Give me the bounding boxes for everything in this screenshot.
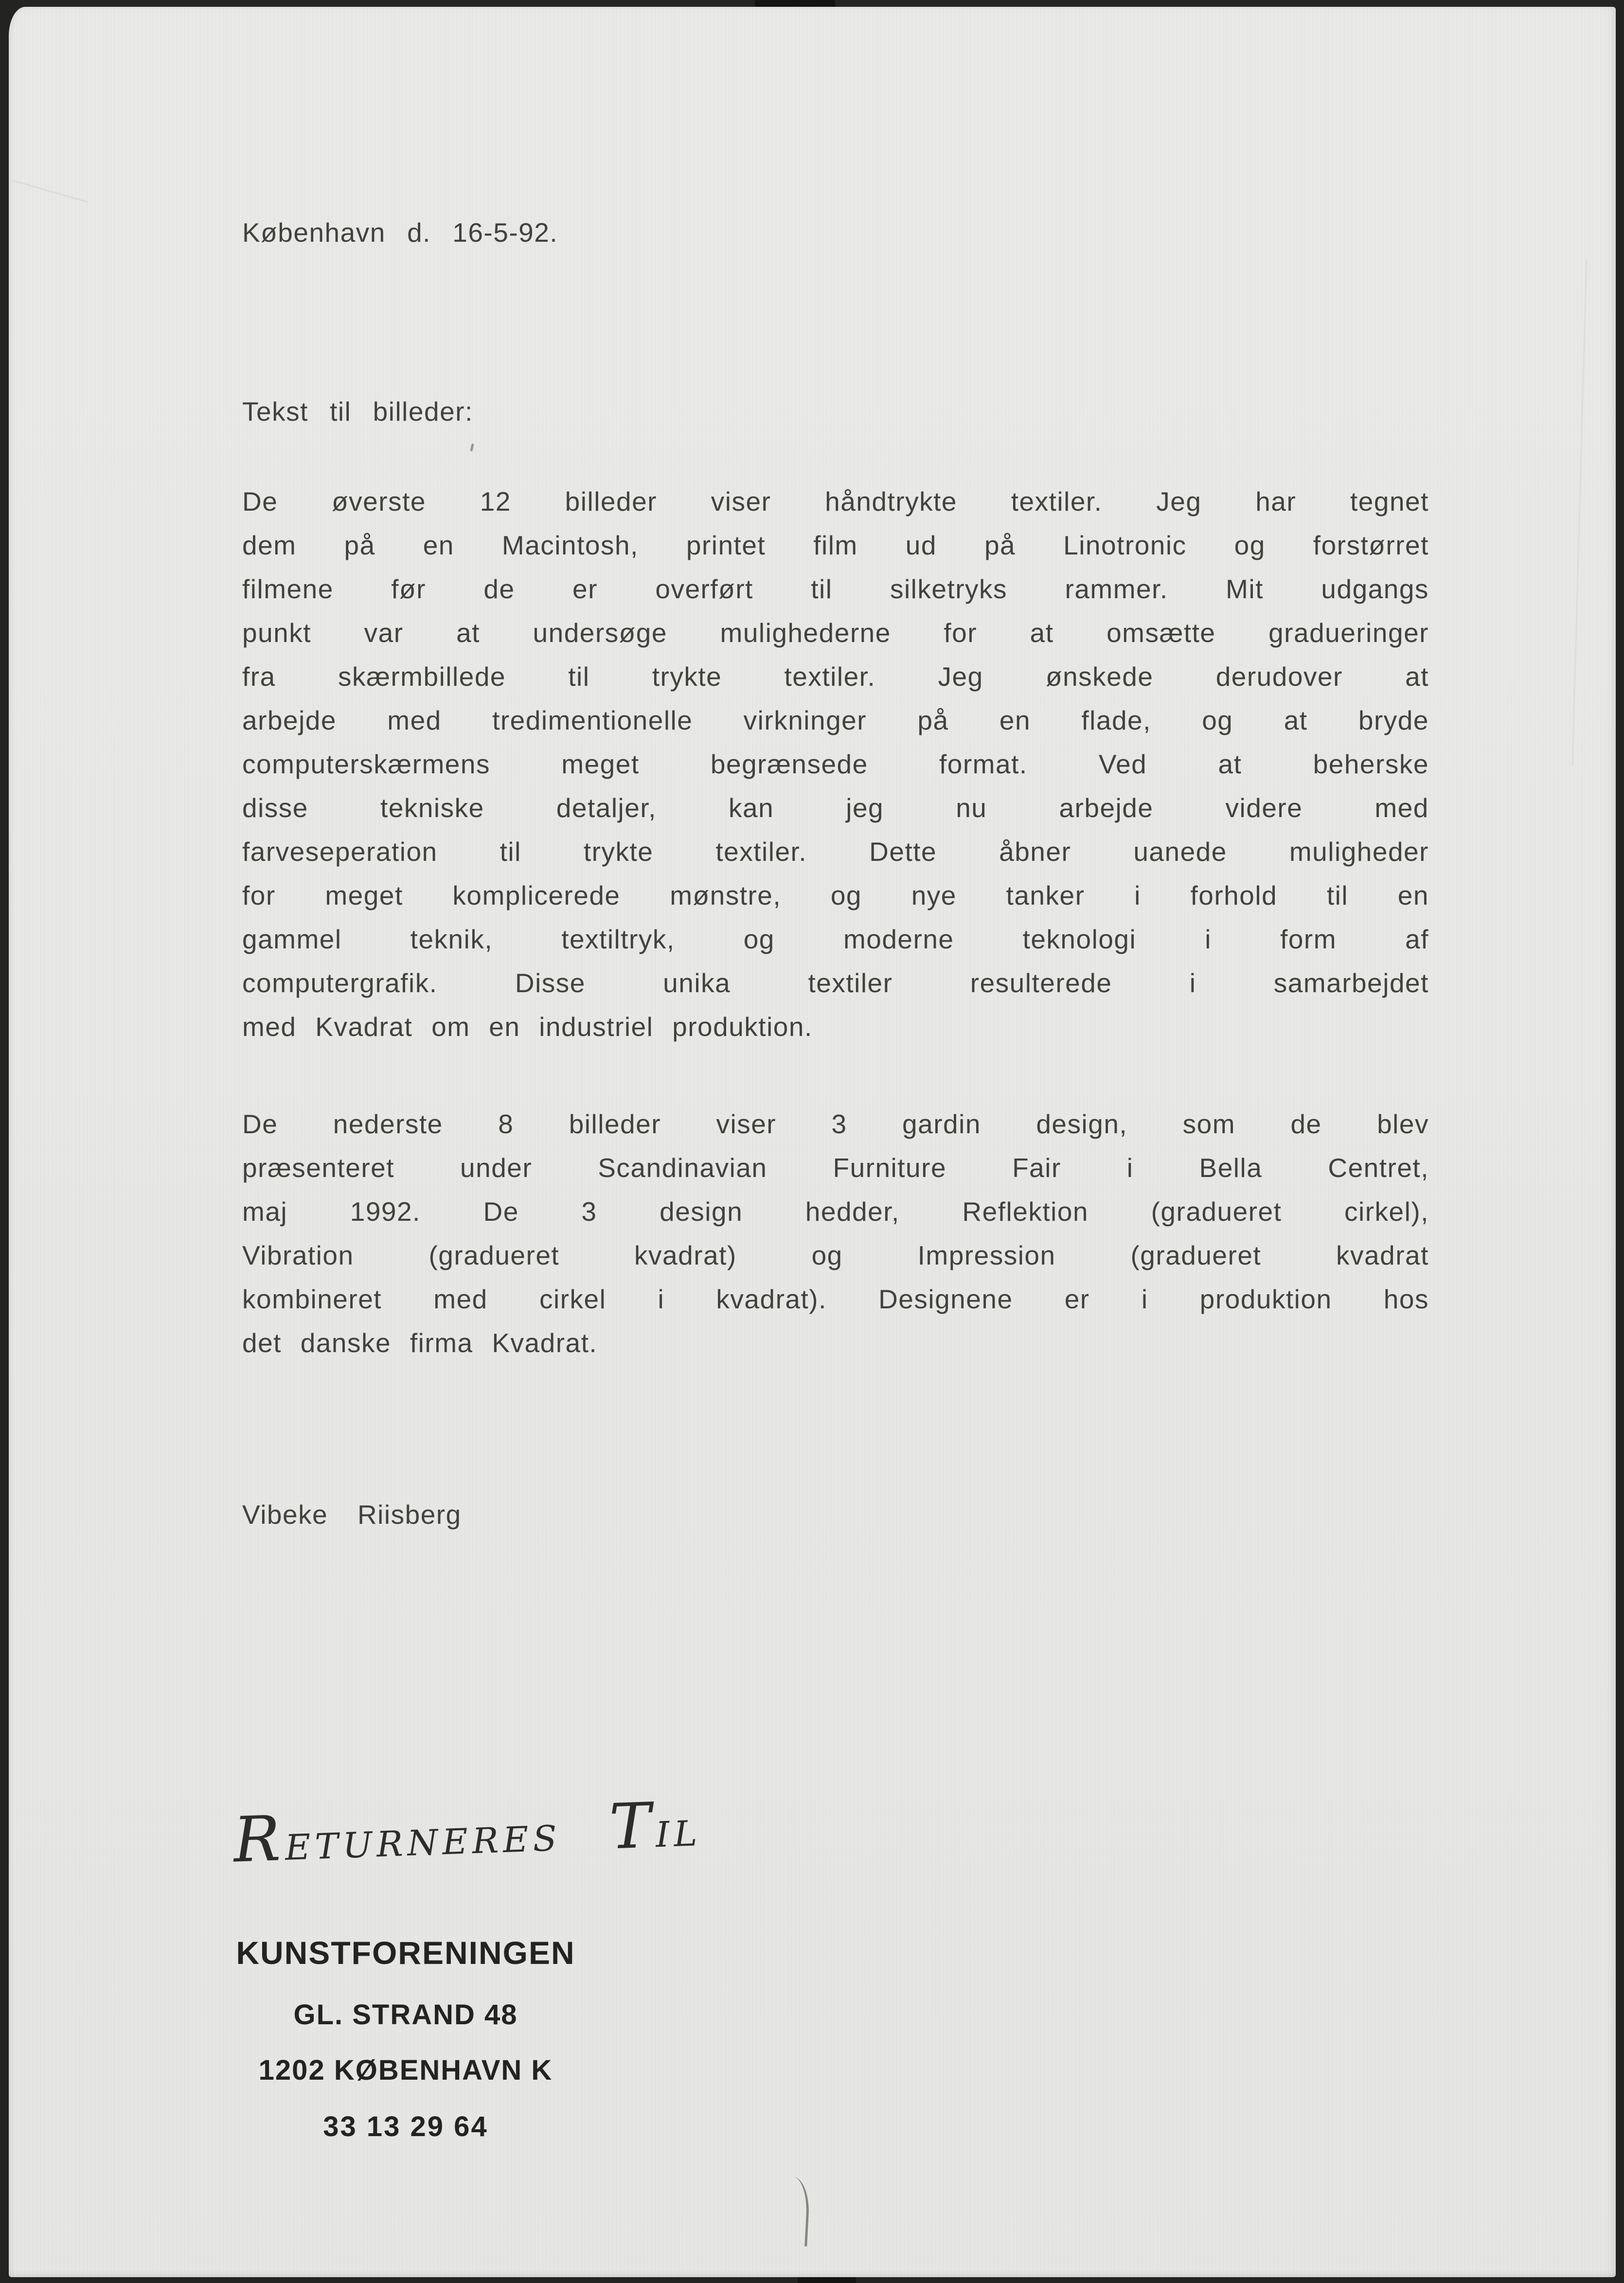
letter-page	[9, 7, 1616, 2277]
paragraph-line: fra skærmbillede til trykte textiler. Jeg ønskede derudover at	[242, 661, 1429, 692]
paragraph-line: farveseperation til trykte textiler. Dette åbner uanede muligheder	[242, 837, 1429, 867]
handwritten-word: RETURNERES	[232, 1802, 562, 1877]
ink-speck	[470, 444, 474, 452]
paragraph-line: De nederste 8 billeder viser 3 gardin design, som de blev	[242, 1109, 1429, 1139]
handwritten-word: TIL	[608, 1789, 702, 1864]
stamp-city: 1202 KØBENHAVN K	[258, 2054, 553, 2086]
paragraph-line: disse tekniske detaljer, kan jeg nu arbejde videre med	[242, 793, 1429, 823]
stamp-organization: KUNSTFORENINGEN	[236, 1935, 575, 1971]
paragraph-line: filmene før de er overført til silketryks rammer. Mit udgangs	[242, 574, 1429, 604]
heading-tekst-til-billeder: Tekst til billeder:	[242, 396, 473, 427]
paragraph-nederste-8-billeder	[242, 1102, 1429, 1365]
paper-crease-right	[1571, 260, 1587, 766]
paragraph-line: De øverste 12 billeder viser håndtrykte textiler. Jeg har tegnet	[242, 486, 1429, 517]
paragraph-line: computerskærmens meget begrænsede format. Ved at beherske	[242, 749, 1429, 779]
paragraph-line: punkt var at undersøge mulighederne for at omsætte gradueringer	[242, 618, 1429, 648]
date-line: København d. 16-5-92.	[242, 217, 558, 248]
pen-mark	[789, 2176, 810, 2247]
signature-name: Vibeke Riisberg	[242, 1499, 462, 1530]
paragraph-line: det danske firma Kvadrat.	[242, 1328, 598, 1358]
handwritten-returneres-til-note	[232, 1784, 751, 1889]
stamp-street: GL. STRAND 48	[293, 1999, 518, 2031]
paragraph-line: maj 1992. De 3 design hedder, Reflektion (gradueret cirkel),	[242, 1196, 1429, 1227]
paragraph-line: kombineret med cirkel i kvadrat). Designene er i produktion hos	[242, 1284, 1429, 1314]
paragraph-line: med Kvadrat om en industriel produktion.	[242, 1012, 813, 1042]
paragraph-line: gammel teknik, textiltryk, og moderne teknologi i form af	[242, 924, 1429, 954]
stamp-phone: 33 13 29 64	[323, 2111, 488, 2142]
address-stamp	[235, 1937, 576, 2141]
paragraph-line: dem på en Macintosh, printet film ud på Linotronic og forstørret	[242, 530, 1429, 560]
paragraph-line: arbejde med tredimentionelle virkninger på en flade, og at bryde	[242, 705, 1429, 735]
paragraph-line: for meget komplicerede mønstre, og nye tanker i forhold til en	[242, 880, 1429, 910]
paragraph-line: Vibration (gradueret kvadrat) og Impression (gradueret kvadrat	[242, 1240, 1429, 1270]
paragraph-top-12-billeder	[242, 480, 1429, 1049]
paragraph-line: præsenteret under Scandinavian Furniture Fair i Bella Centret,	[242, 1153, 1429, 1183]
paper-crease-left	[13, 180, 89, 203]
paragraph-line: computergrafik. Disse unika textiler resulterede i samarbejdet	[242, 968, 1429, 998]
